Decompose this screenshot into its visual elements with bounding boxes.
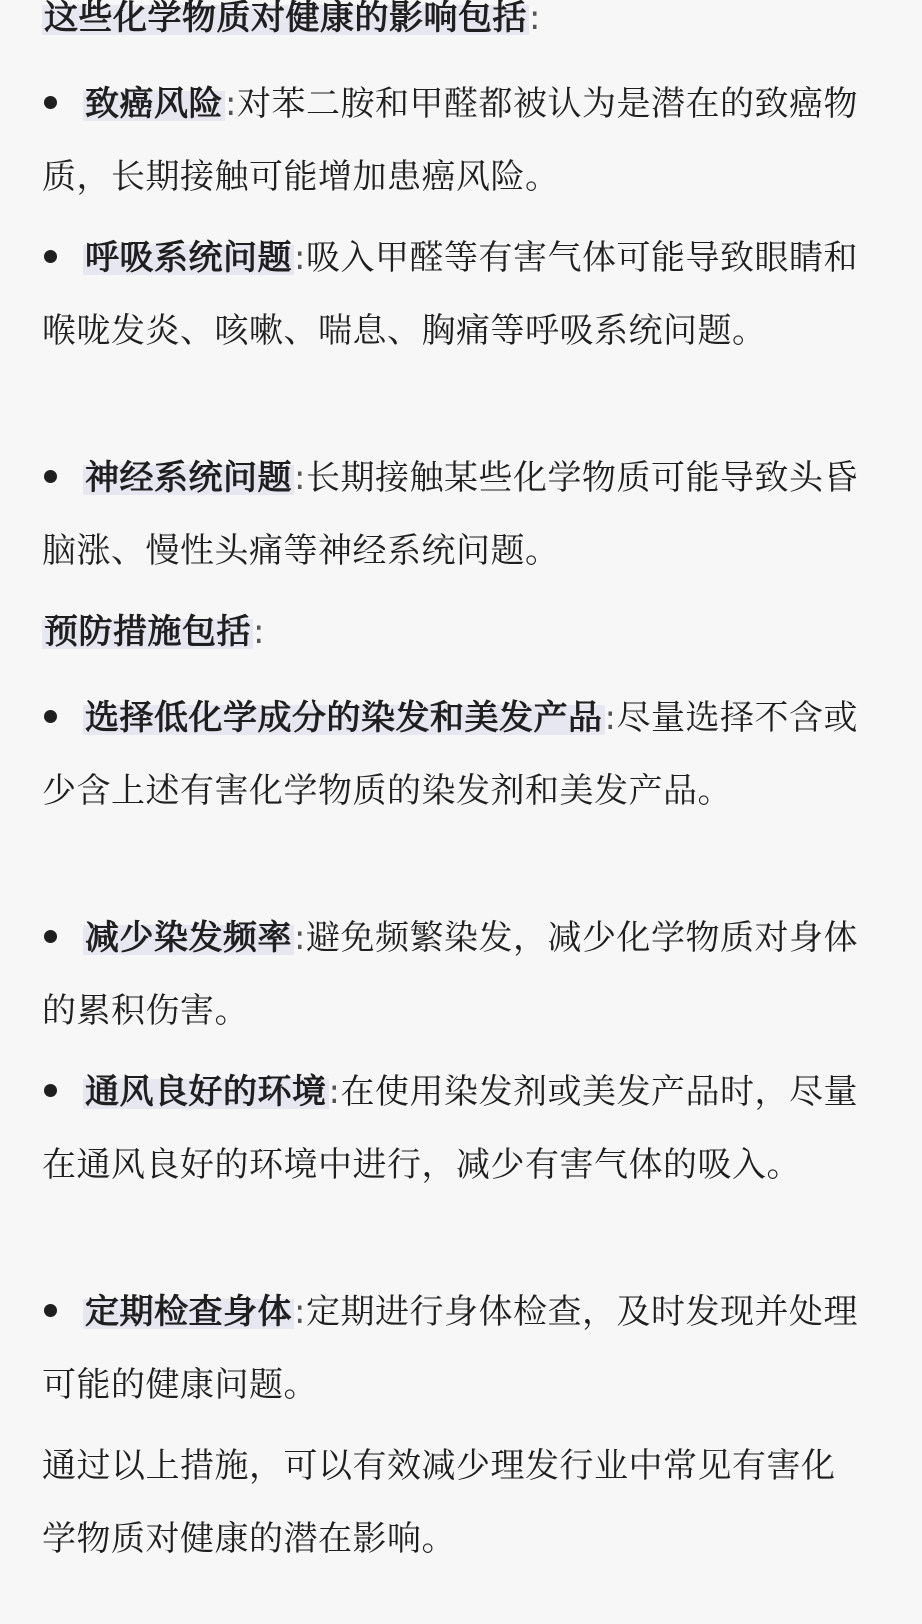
- heading-colon: :: [529, 0, 541, 38]
- item-colon: :: [604, 698, 617, 738]
- item-text: 对苯二胺和甲醛都被认为是潜在的致癌物质，长期接触可能增加患癌风险。: [42, 84, 858, 197]
- list-item-effect-1: [42, 68, 862, 214]
- section-heading-measures: [42, 596, 862, 669]
- item-title: 定期检查身体: [85, 1292, 292, 1332]
- item-title: 选择低化学成分的染发和美发产品: [85, 698, 603, 738]
- bullet-icon: [44, 250, 57, 263]
- item-colon: :: [294, 458, 306, 498]
- bullet-icon: [44, 96, 57, 109]
- heading-text: 预防措施包括: [44, 612, 251, 652]
- item-colon: :: [294, 238, 306, 278]
- item-title: 减少染发频率: [85, 918, 292, 958]
- list-item-effect-2: [42, 222, 862, 368]
- heading-colon: :: [253, 612, 265, 652]
- item-colon: :: [294, 1292, 306, 1332]
- item-text: 长期接触某些化学物质可能导致头昏脑涨、慢性头痛等神经系统问题。: [42, 458, 858, 571]
- item-colon: :: [225, 84, 237, 124]
- item-title: 呼吸系统问题: [85, 238, 292, 278]
- list-item-measure-4: [42, 1276, 862, 1422]
- list-item-measure-1: [42, 682, 862, 828]
- bullet-icon: [44, 710, 57, 723]
- item-text: 吸入甲醛等有害气体可能导致眼睛和喉咙发炎、咳嗽、喘息、胸痛等呼吸系统问题。: [42, 238, 858, 351]
- bullet-icon: [44, 930, 57, 943]
- bullet-icon: [44, 470, 57, 483]
- section-heading-effects: [42, 0, 862, 55]
- list-item-measure-3: [42, 1056, 862, 1202]
- item-title: 神经系统问题: [85, 458, 292, 498]
- heading-text: 这些化学物质对健康的影响包括: [44, 0, 527, 38]
- list-item-effect-3: [42, 442, 862, 588]
- item-text: 尽量选择不含或少含上述有害化学物质的染发剂和美发产品。: [42, 698, 858, 811]
- item-title: 致癌风险: [85, 84, 223, 124]
- conclusion-paragraph: 通过以上措施，可以有效减少理发行业中常见有害化学物质对健康的潜在影响。: [42, 1446, 836, 1559]
- item-text: 避免频繁染发，减少化学物质对身体的累积伤害。: [42, 918, 858, 1031]
- item-title: 通风良好的环境: [85, 1072, 327, 1112]
- bullet-icon: [44, 1084, 57, 1097]
- item-text: 在使用染发剂或美发产品时，尽量在通风良好的环境中进行，减少有害气体的吸入。: [42, 1072, 858, 1185]
- list-item-measure-2: [42, 902, 862, 1048]
- item-text: 定期进行身体检查，及时发现并处理可能的健康问题。: [42, 1292, 858, 1405]
- item-colon: :: [294, 918, 306, 958]
- bullet-icon: [44, 1304, 57, 1317]
- item-colon: :: [328, 1072, 341, 1112]
